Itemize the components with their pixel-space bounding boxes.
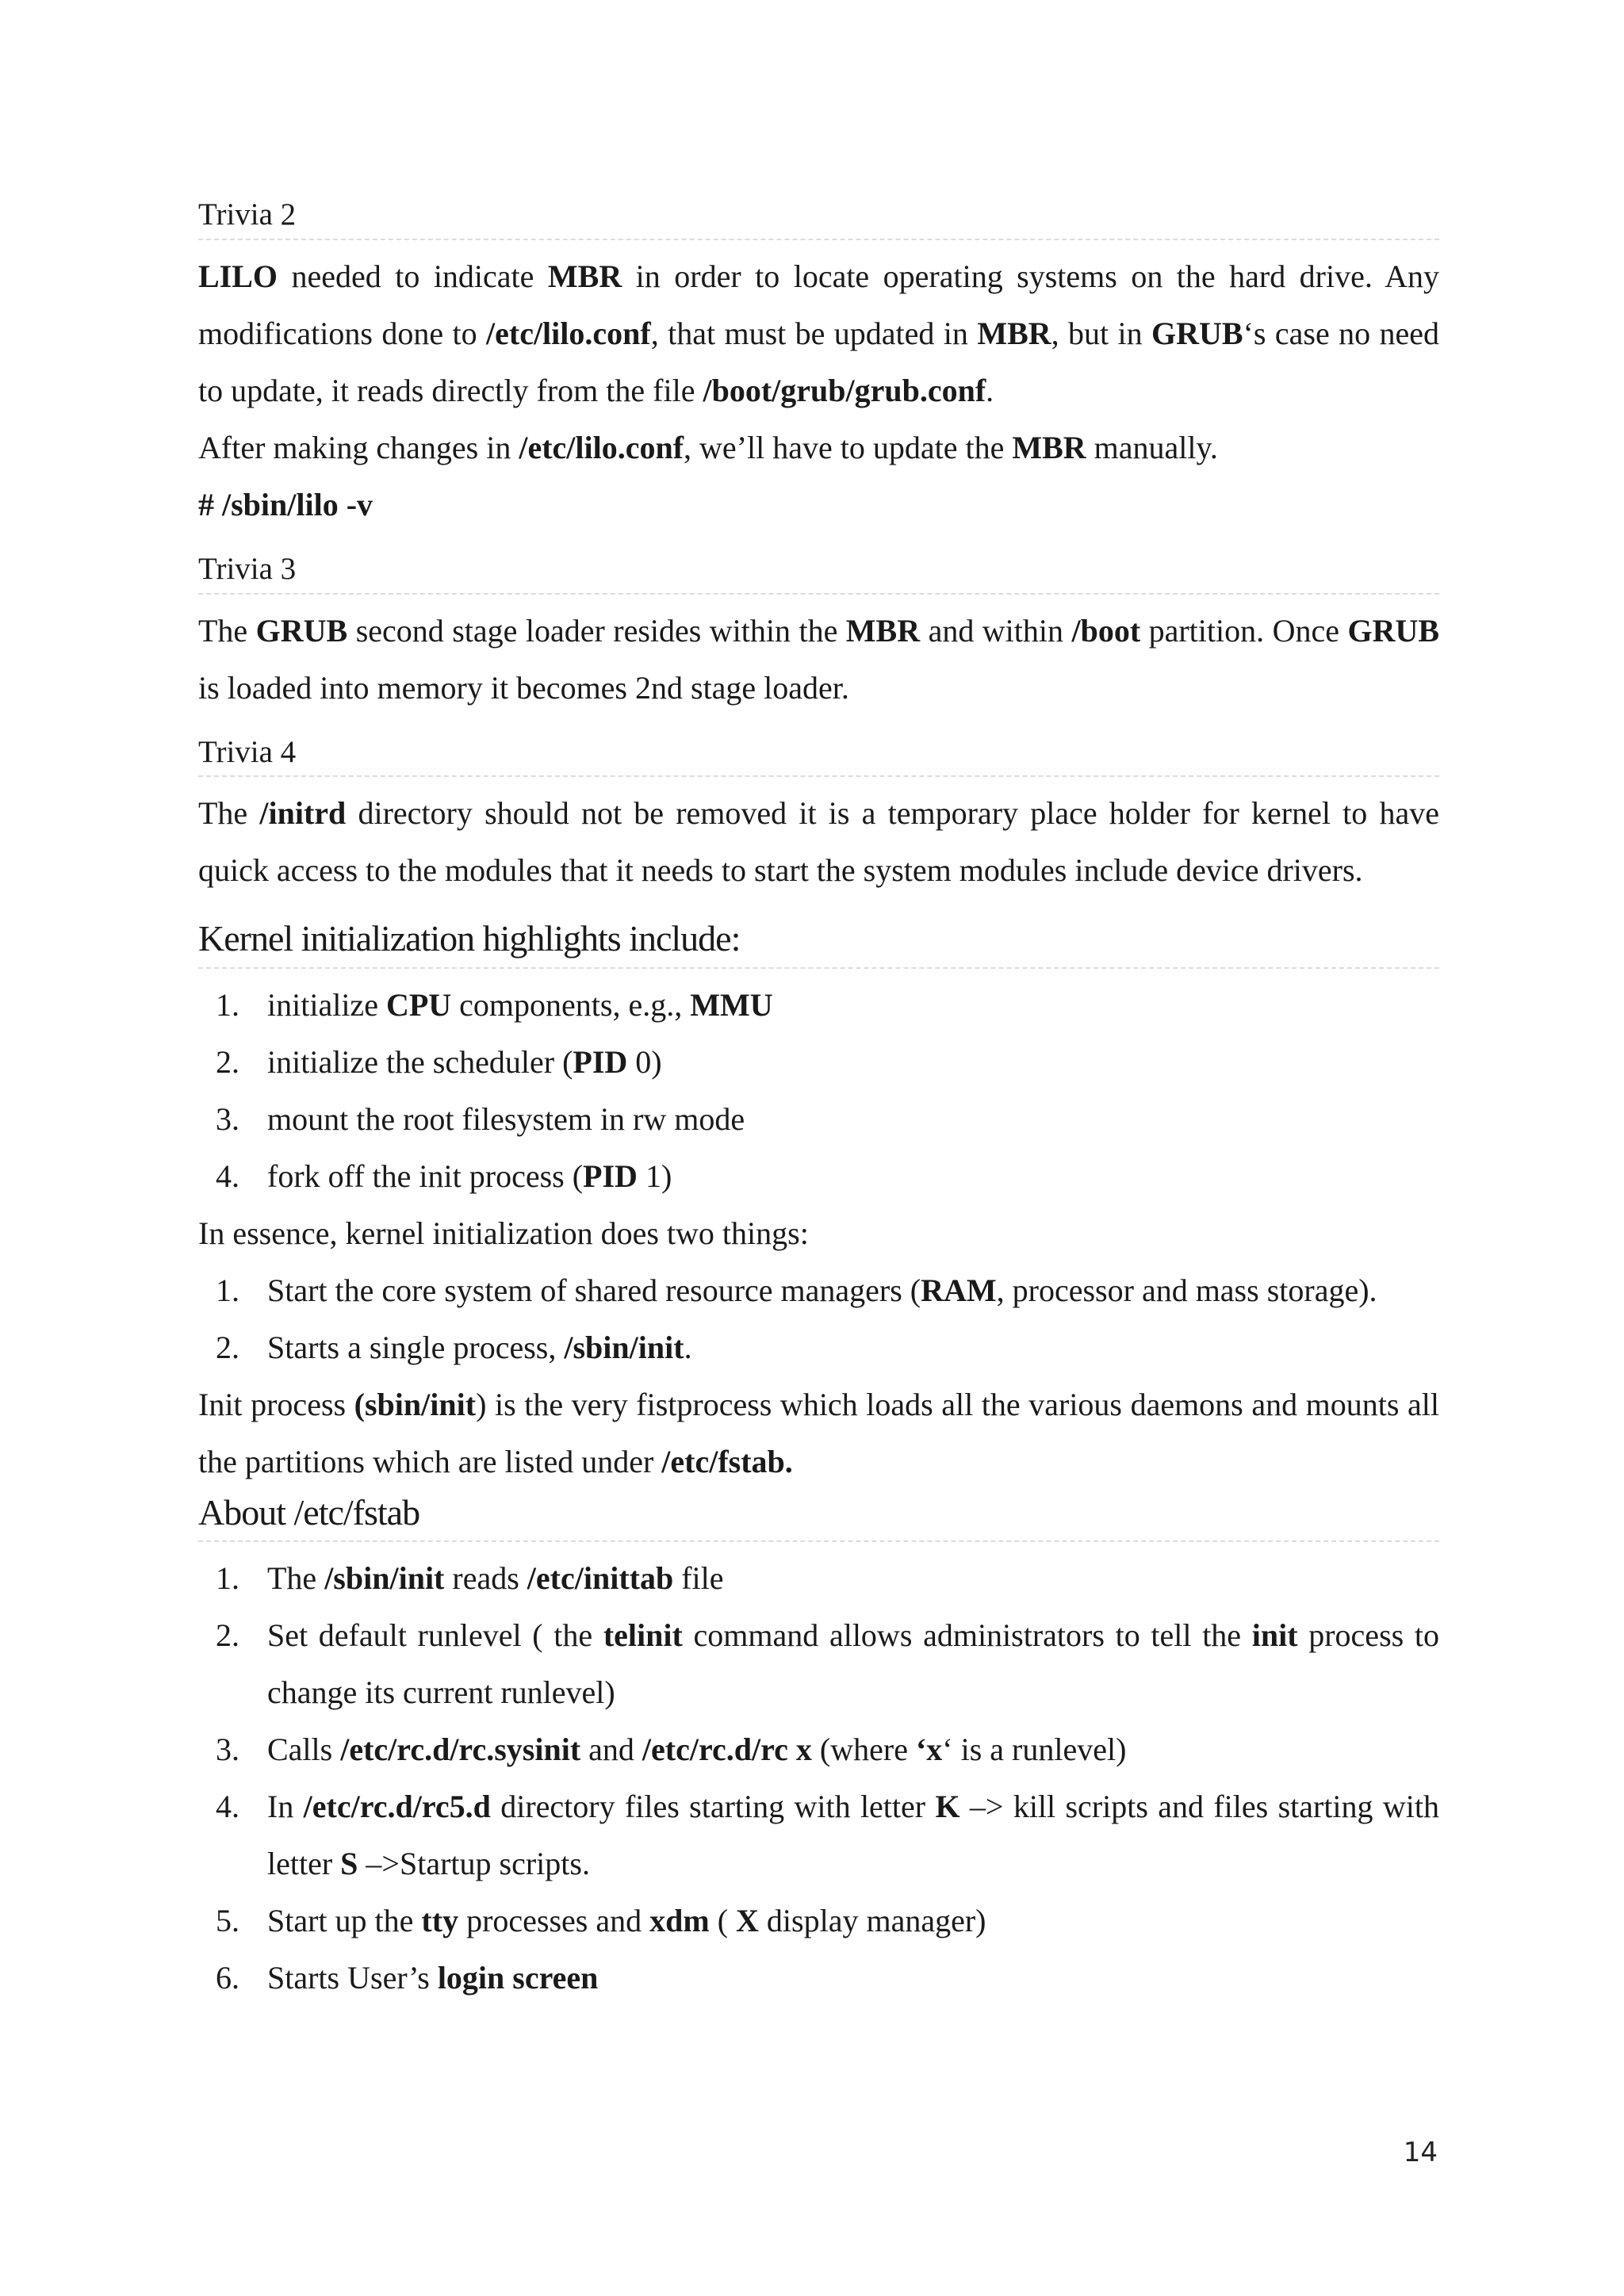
list-item — [198, 1091, 1439, 1148]
letter-k: K — [935, 1788, 960, 1824]
text-run: and within — [920, 612, 1072, 649]
mbr-term: MBR — [977, 315, 1051, 351]
text-run: 0) — [627, 1043, 662, 1080]
fstab-heading: About /etc/fstab — [198, 1490, 1439, 1542]
text-run: file — [673, 1559, 724, 1596]
grub-term: GRUB — [1347, 612, 1440, 649]
trivia-2-section — [198, 197, 1439, 534]
text-run: manually. — [1086, 429, 1218, 465]
essence-paragraph: In essence, kernel initialization does two things: — [198, 1215, 809, 1251]
sbin-init-path: (sbin/init — [354, 1386, 477, 1422]
grub-term: GRUB — [1151, 315, 1243, 351]
rc-path: /etc/rc.d/rc x — [642, 1731, 812, 1767]
list-item — [198, 1319, 1439, 1376]
grub-conf-path: /boot/grub/grub.conf — [703, 372, 986, 408]
list-item — [198, 1550, 1439, 1607]
list-number: 2. — [216, 1329, 239, 1365]
list-number: 2. — [216, 1617, 239, 1653]
list-item — [198, 1778, 1439, 1892]
page-number: 14 — [1403, 2137, 1438, 2168]
text-run: The — [198, 612, 256, 649]
list-item — [198, 1950, 1439, 2007]
text-run: directory files starting with letter — [490, 1788, 936, 1824]
initrd-path: /initrd — [259, 795, 347, 832]
text-run: . — [684, 1329, 692, 1365]
lilo-term: LILO — [198, 258, 278, 294]
text-run: processes and — [458, 1902, 650, 1938]
list-number: 5. — [216, 1902, 239, 1938]
xdm-term: xdm — [649, 1902, 710, 1938]
text-run: Starts User’s — [267, 1959, 438, 1996]
trivia-4-heading: Trivia 4 — [198, 734, 1439, 778]
lilo-conf-path: /etc/lilo.conf — [486, 315, 651, 351]
list-item — [198, 1034, 1439, 1091]
text-run: needed to indicate — [278, 258, 548, 294]
text-run: command allows administrators to tell the — [682, 1617, 1252, 1653]
rc-sysinit-path: /etc/rc.d/rc.sysinit — [340, 1731, 581, 1767]
trivia-4-section — [198, 734, 1439, 900]
telinit-term: telinit — [603, 1617, 683, 1653]
text-run: second stage loader resides within the — [347, 612, 846, 649]
text-run: After making changes in — [198, 429, 519, 465]
text-run: process to change its current runlevel) — [267, 1617, 1439, 1710]
trivia-3-section — [198, 551, 1439, 717]
text-run: , but in — [1051, 315, 1152, 351]
kernel-heading: Kernel initialization highlights include: — [198, 916, 1439, 968]
pid-term: PID — [583, 1158, 638, 1194]
x-term: X — [736, 1902, 759, 1938]
text-run: and — [580, 1731, 642, 1767]
text-run: display manager) — [758, 1902, 986, 1938]
fstab-path: /etc/fstab. — [661, 1443, 793, 1479]
text-run: –> kill scripts and files starting with letter — [267, 1788, 1440, 1881]
list-item — [198, 1148, 1439, 1205]
list-number: 1. — [216, 986, 239, 1023]
tty-term: tty — [421, 1902, 459, 1938]
mmu-term: MMU — [690, 986, 773, 1023]
text-run: Set default runlevel ( the — [267, 1617, 603, 1653]
list-number: 3. — [216, 1100, 239, 1137]
text-run: mount the root filesystem in rw mode — [267, 1100, 745, 1137]
fstab-list — [198, 1550, 1439, 2007]
text-run: The — [267, 1559, 325, 1596]
fstab-section — [198, 1490, 1439, 2007]
sbin-init-path: /sbin/init — [324, 1559, 445, 1596]
inittab-path: /etc/inittab — [527, 1559, 674, 1596]
text-run: 1) — [637, 1158, 672, 1194]
document-page — [198, 197, 1439, 2007]
text-run: reads — [444, 1559, 527, 1596]
list-item — [198, 1607, 1439, 1721]
text-run: –>Startup scripts. — [358, 1845, 590, 1881]
text-run: in order to locate operating systems on the hard drive. Any modifications done to — [198, 258, 1439, 351]
text-run: Start up the — [267, 1902, 422, 1938]
text-run: directory should not be removed it is a temporary place holder for kernel to have quick access to the modules that it needs to start the system modules include device drivers. — [198, 795, 1439, 889]
text-run: ‘s case no need to update, it reads directly from the file — [198, 315, 1439, 408]
text-run: ‘ is a runlevel) — [942, 1731, 1127, 1767]
text-run: (where — [811, 1731, 916, 1767]
trivia-3-heading: Trivia 3 — [198, 551, 1439, 595]
mbr-term: MBR — [547, 258, 622, 294]
list-item — [198, 1892, 1439, 1950]
init-term: init — [1251, 1617, 1298, 1653]
letter-s: S — [340, 1845, 358, 1881]
list-number: 6. — [216, 1959, 239, 1996]
text-run: initialize the scheduler ( — [267, 1043, 573, 1080]
list-number: 4. — [216, 1788, 239, 1824]
trivia-4-paragraph — [198, 785, 1439, 899]
text-run: initialize — [267, 986, 386, 1023]
trivia-2-paragraph — [198, 248, 1439, 419]
text-run: Start the core system of shared resource managers ( — [267, 1272, 921, 1308]
list-number: 4. — [216, 1158, 239, 1194]
list-item — [198, 1721, 1439, 1778]
text-run: fork off the init process ( — [267, 1158, 584, 1194]
mbr-term: MBR — [1012, 429, 1086, 465]
text-run: Starts a single process, — [267, 1329, 565, 1365]
list-number: 1. — [216, 1272, 239, 1308]
sbin-init-path: /sbin/init — [564, 1329, 684, 1365]
text-run: , that must be updated in — [650, 315, 978, 351]
list-item — [198, 977, 1439, 1034]
list-number: 2. — [216, 1043, 239, 1080]
lilo-conf-path: /etc/lilo.conf — [519, 429, 684, 465]
essence-list — [198, 1262, 1439, 1376]
text-run: Calls — [267, 1731, 341, 1767]
trivia-2-heading: Trivia 2 — [198, 197, 1439, 240]
rc5d-path: /etc/rc.d/rc5.d — [303, 1788, 491, 1824]
lilo-command: # /sbin/lilo -v — [198, 486, 373, 522]
list-number: 1. — [216, 1559, 239, 1596]
text-run: partition. Once — [1140, 612, 1348, 649]
text-run: Init process — [198, 1386, 354, 1422]
text-run: , we’ll have to update the — [684, 429, 1013, 465]
trivia-2-paragraph-2 — [198, 419, 1439, 476]
cpu-term: CPU — [385, 986, 452, 1023]
ram-term: RAM — [921, 1272, 997, 1308]
pid-term: PID — [573, 1043, 628, 1080]
text-run: . — [986, 372, 994, 408]
text-run: The — [198, 795, 260, 832]
list-item — [198, 1262, 1439, 1319]
text-run: ( — [709, 1902, 737, 1938]
boot-path: /boot — [1071, 612, 1141, 649]
mbr-term: MBR — [845, 612, 921, 649]
list-number: 3. — [216, 1731, 239, 1767]
runlevel-term: ‘x — [915, 1731, 943, 1767]
text-run: , processor and mass storage). — [996, 1272, 1377, 1308]
login-screen-term: login screen — [437, 1959, 599, 1996]
text-run: components, e.g., — [451, 986, 691, 1023]
text-run: ) is the very fistprocess which loads all the various daemons and mounts all the partitions which are listed under — [198, 1386, 1439, 1479]
kernel-highlights-list — [198, 977, 1439, 1205]
grub-term: GRUB — [255, 612, 348, 649]
kernel-section — [198, 916, 1439, 1490]
trivia-3-paragraph — [198, 603, 1439, 717]
init-process-paragraph — [198, 1376, 1439, 1490]
text-run: In — [267, 1788, 304, 1824]
text-run: is loaded into memory it becomes 2nd stage loader. — [198, 669, 849, 706]
